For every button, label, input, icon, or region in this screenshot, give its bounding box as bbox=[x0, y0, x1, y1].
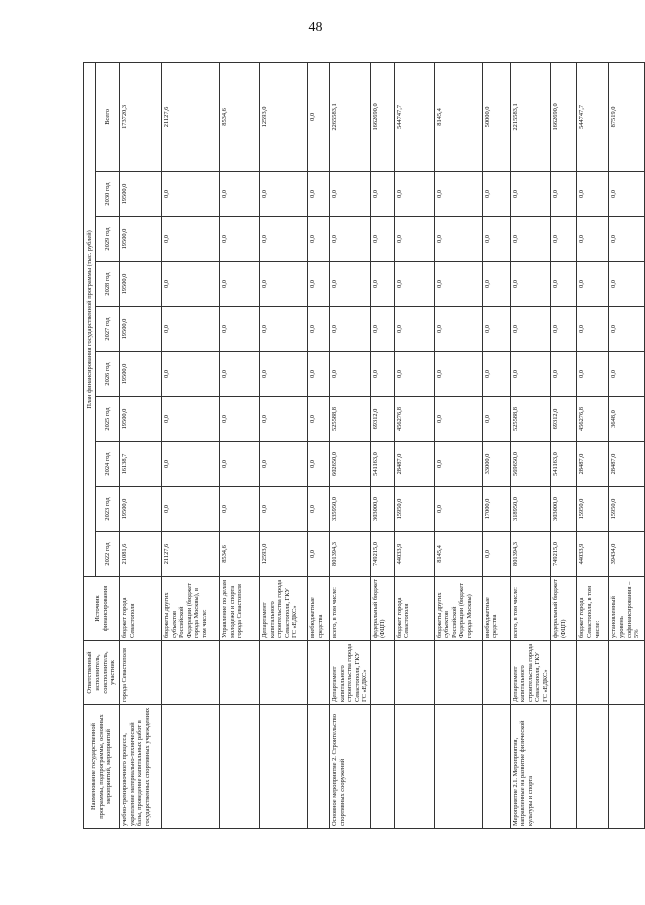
row-value: 0,0 bbox=[260, 217, 308, 262]
row-value: 0,0 bbox=[330, 172, 371, 217]
row-source: бюджет города Севастополя, в том числе: bbox=[577, 577, 609, 641]
row-value: 19500,0 bbox=[120, 307, 162, 352]
row-value: 749215,0 bbox=[370, 532, 394, 577]
row-value: 0,0 bbox=[482, 262, 510, 307]
row-value: 0,0 bbox=[260, 262, 308, 307]
row-total: 12593,0 bbox=[260, 62, 308, 171]
header-executor: Ответственный исполнитель, соисполнитель, участник bbox=[84, 641, 120, 705]
row-source: внебюджетные средства bbox=[482, 577, 510, 641]
row-source: бюджет города Севастополя bbox=[394, 577, 434, 641]
row-value: 17000,0 bbox=[482, 487, 510, 532]
row-value: 0,0 bbox=[308, 487, 330, 532]
row-value: 541163,0 bbox=[551, 442, 577, 487]
row-total: 2215583,1 bbox=[510, 62, 551, 171]
row-value: 801394,3 bbox=[330, 532, 371, 577]
row-total: 1662690,0 bbox=[370, 62, 394, 171]
row-value: 3648,0 bbox=[609, 397, 645, 442]
row-total: 173720,3 bbox=[120, 62, 162, 171]
row-name bbox=[482, 705, 510, 829]
row-value: 0,0 bbox=[220, 172, 260, 217]
row-name: Мероприятие 2.1. Мероприятия, направленные на развитие физической культуры и спорта bbox=[510, 705, 551, 829]
row-value: 0,0 bbox=[308, 352, 330, 397]
row-source: Управление по делам молодежи и спорта города Севастополя bbox=[220, 577, 260, 641]
row-total: 544747,7 bbox=[577, 62, 609, 171]
row-value: 33000,0 bbox=[482, 442, 510, 487]
row-value: 0,0 bbox=[434, 307, 482, 352]
row-value: 0,0 bbox=[308, 532, 330, 577]
row-value: 44033,9 bbox=[394, 532, 434, 577]
row-source: всего, в том числе: bbox=[330, 577, 371, 641]
header-name: Наименование государственной программы, подпрограммы, основных мероприятий, мероприятий bbox=[84, 705, 120, 829]
row-executor: Департамент капитального строительства города Севастополя, ГКУ ГС «ЕДКС» bbox=[510, 641, 551, 705]
row-executor bbox=[308, 641, 330, 705]
row-value: 0,0 bbox=[434, 397, 482, 442]
row-total: 8145,4 bbox=[434, 62, 482, 171]
row-executor bbox=[577, 641, 609, 705]
table-row bbox=[370, 62, 394, 828]
row-value: 303000,0 bbox=[551, 487, 577, 532]
row-source: федеральный бюджет (ФЦП) bbox=[370, 577, 394, 641]
table-row bbox=[434, 62, 482, 828]
row-value: 0,0 bbox=[330, 352, 371, 397]
row-value: 0,0 bbox=[482, 217, 510, 262]
row-total: 50000,0 bbox=[482, 62, 510, 171]
row-name: учебно-тренировочного процесса, укрепление материально-технической базы, проведение капитальных работ в государственных спортивных учреждениях bbox=[120, 705, 162, 829]
row-value: 525588,8 bbox=[330, 397, 371, 442]
row-value: 0,0 bbox=[370, 307, 394, 352]
row-value: 39434,0 bbox=[609, 532, 645, 577]
row-name bbox=[162, 705, 220, 829]
table-row bbox=[220, 62, 260, 828]
row-executor bbox=[551, 641, 577, 705]
row-source: Департамент капитального строительства города Севастополя, ГКУ ГС «ЕДКС» bbox=[260, 577, 308, 641]
row-value: 0,0 bbox=[510, 262, 551, 307]
row-total: 544747,7 bbox=[394, 62, 434, 171]
row-value: 21081,6 bbox=[120, 532, 162, 577]
header-year: 2023 год bbox=[96, 487, 120, 532]
row-name bbox=[370, 705, 394, 829]
header-year: 2028 год bbox=[96, 262, 120, 307]
row-executor: города Севастополя bbox=[120, 641, 162, 705]
row-value: 28487,0 bbox=[577, 442, 609, 487]
row-value: 0,0 bbox=[577, 352, 609, 397]
row-value: 0,0 bbox=[394, 262, 434, 307]
row-value: 19500,0 bbox=[120, 487, 162, 532]
row-value: 0,0 bbox=[370, 352, 394, 397]
table-row bbox=[510, 62, 551, 828]
row-value: 602650,0 bbox=[330, 442, 371, 487]
row-value: 0,0 bbox=[162, 172, 220, 217]
header-source: Источник финансирования bbox=[84, 577, 120, 641]
row-value: 0,0 bbox=[220, 262, 260, 307]
row-value: 0,0 bbox=[482, 172, 510, 217]
row-name bbox=[577, 705, 609, 829]
row-value: 0,0 bbox=[577, 262, 609, 307]
row-value: 44033,9 bbox=[577, 532, 609, 577]
row-value: 0,0 bbox=[260, 442, 308, 487]
row-value: 0,0 bbox=[220, 217, 260, 262]
header-year: 2025 год bbox=[96, 397, 120, 442]
row-value: 15950,0 bbox=[394, 487, 434, 532]
row-value: 456276,8 bbox=[577, 397, 609, 442]
row-name bbox=[551, 705, 577, 829]
header-year: 2029 год bbox=[96, 217, 120, 262]
row-value: 0,0 bbox=[260, 307, 308, 352]
row-executor: Департамент капитального строительства города Севастополя, ГКУ ГС «ЕДКС» bbox=[330, 641, 371, 705]
row-value: 318950,0 bbox=[510, 487, 551, 532]
row-value: 0,0 bbox=[260, 172, 308, 217]
row-source: всего, в том числе: bbox=[510, 577, 551, 641]
row-value: 0,0 bbox=[551, 352, 577, 397]
row-executor bbox=[162, 641, 220, 705]
row-value: 19500,0 bbox=[120, 172, 162, 217]
row-value: 0,0 bbox=[609, 307, 645, 352]
row-value: 19500,0 bbox=[120, 217, 162, 262]
row-value: 456276,8 bbox=[394, 397, 434, 442]
table-row bbox=[308, 62, 330, 828]
header-year: 2026 год bbox=[96, 352, 120, 397]
row-value: 335950,0 bbox=[330, 487, 371, 532]
row-total: 0,0 bbox=[308, 62, 330, 171]
page-number: 48 bbox=[308, 20, 323, 35]
table-row bbox=[394, 62, 434, 828]
row-value: 0,0 bbox=[162, 397, 220, 442]
row-value: 12593,0 bbox=[260, 532, 308, 577]
row-value: 0,0 bbox=[220, 442, 260, 487]
row-source: федеральный бюджет (ФЦП) bbox=[551, 577, 577, 641]
row-value: 525588,8 bbox=[510, 397, 551, 442]
row-value: 21127,6 bbox=[162, 532, 220, 577]
row-value: 8145,4 bbox=[434, 532, 482, 577]
row-value: 0,0 bbox=[551, 262, 577, 307]
row-value: 0,0 bbox=[609, 172, 645, 217]
table-row bbox=[482, 62, 510, 828]
row-value: 0,0 bbox=[330, 217, 371, 262]
table-row bbox=[609, 62, 645, 828]
row-value: 0,0 bbox=[394, 307, 434, 352]
row-source: бюджеты других субъектов Российской Федерации (бюджет города Москвы), в том числе: bbox=[162, 577, 220, 641]
row-total: 1662690,0 bbox=[551, 62, 577, 171]
row-value: 0,0 bbox=[370, 217, 394, 262]
header-year: 2030 год bbox=[96, 172, 120, 217]
table-row bbox=[577, 62, 609, 828]
row-value: 0,0 bbox=[482, 532, 510, 577]
row-value: 0,0 bbox=[609, 262, 645, 307]
row-value: 0,0 bbox=[434, 217, 482, 262]
row-value: 0,0 bbox=[434, 172, 482, 217]
header-year: Всего bbox=[96, 62, 120, 171]
row-value: 0,0 bbox=[394, 217, 434, 262]
row-value: 0,0 bbox=[551, 307, 577, 352]
row-total: 8534,6 bbox=[220, 62, 260, 171]
row-value: 0,0 bbox=[220, 352, 260, 397]
row-value: 801394,3 bbox=[510, 532, 551, 577]
row-value: 0,0 bbox=[220, 307, 260, 352]
row-value: 0,0 bbox=[577, 217, 609, 262]
row-value: 0,0 bbox=[330, 262, 371, 307]
row-executor bbox=[609, 641, 645, 705]
row-value: 28487,0 bbox=[394, 442, 434, 487]
row-value: 0,0 bbox=[162, 487, 220, 532]
row-source: установленный уровень софинансирования – 5% bbox=[609, 577, 645, 641]
row-executor bbox=[394, 641, 434, 705]
row-value: 0,0 bbox=[510, 352, 551, 397]
rotated-table-container bbox=[83, 63, 641, 829]
row-value: 0,0 bbox=[510, 307, 551, 352]
row-value: 0,0 bbox=[434, 352, 482, 397]
row-value: 0,0 bbox=[609, 217, 645, 262]
row-value: 0,0 bbox=[510, 217, 551, 262]
row-value: 69312,0 bbox=[370, 397, 394, 442]
row-executor bbox=[482, 641, 510, 705]
row-value: 0,0 bbox=[609, 352, 645, 397]
row-value: 0,0 bbox=[434, 487, 482, 532]
row-value: 15950,0 bbox=[577, 487, 609, 532]
row-value: 0,0 bbox=[482, 397, 510, 442]
row-value: 0,0 bbox=[260, 397, 308, 442]
row-value: 541163,0 bbox=[370, 442, 394, 487]
row-name: Основное мероприятие 2. Строительство спортивных сооружений bbox=[330, 705, 371, 829]
row-value: 0,0 bbox=[370, 262, 394, 307]
row-value: 0,0 bbox=[308, 172, 330, 217]
table-row bbox=[330, 62, 371, 828]
row-value: 0,0 bbox=[510, 172, 551, 217]
row-source: бюджеты других субъектов Российской Федерации (бюджет города Москвы) bbox=[434, 577, 482, 641]
row-value: 0,0 bbox=[308, 307, 330, 352]
row-name bbox=[434, 705, 482, 829]
row-value: 8534,6 bbox=[220, 532, 260, 577]
header-year: 2024 год bbox=[96, 442, 120, 487]
row-value: 19500,0 bbox=[120, 262, 162, 307]
row-value: 0,0 bbox=[394, 172, 434, 217]
row-executor bbox=[434, 641, 482, 705]
row-value: 19500,0 bbox=[120, 352, 162, 397]
row-value: 28487,0 bbox=[609, 442, 645, 487]
table-row bbox=[120, 62, 162, 828]
table-row bbox=[551, 62, 577, 828]
row-value: 0,0 bbox=[551, 172, 577, 217]
row-executor bbox=[370, 641, 394, 705]
row-value: 0,0 bbox=[308, 262, 330, 307]
row-value: 0,0 bbox=[394, 352, 434, 397]
header-plan-title: План финансирования государственной программы (тыс. рублей) bbox=[84, 62, 96, 576]
row-value: 0,0 bbox=[260, 487, 308, 532]
row-value: 0,0 bbox=[220, 397, 260, 442]
row-name bbox=[308, 705, 330, 829]
row-value: 0,0 bbox=[330, 307, 371, 352]
financing-table bbox=[83, 62, 645, 829]
row-value: 0,0 bbox=[482, 307, 510, 352]
row-value: 0,0 bbox=[162, 307, 220, 352]
row-value: 0,0 bbox=[434, 262, 482, 307]
row-name bbox=[260, 705, 308, 829]
row-total: 21127,6 bbox=[162, 62, 220, 171]
row-value: 0,0 bbox=[308, 397, 330, 442]
row-executor bbox=[220, 641, 260, 705]
row-total: 2265583,1 bbox=[330, 62, 371, 171]
row-value: 69312,0 bbox=[551, 397, 577, 442]
row-value: 0,0 bbox=[162, 217, 220, 262]
row-source: внебюджетные средства bbox=[308, 577, 330, 641]
row-name bbox=[394, 705, 434, 829]
row-value: 15950,0 bbox=[609, 487, 645, 532]
row-value: 0,0 bbox=[162, 262, 220, 307]
table-row bbox=[260, 62, 308, 828]
row-value: 0,0 bbox=[370, 172, 394, 217]
header-year: 2022 год bbox=[96, 532, 120, 577]
row-value: 0,0 bbox=[220, 487, 260, 532]
row-value: 0,0 bbox=[482, 352, 510, 397]
row-value: 0,0 bbox=[260, 352, 308, 397]
row-value: 0,0 bbox=[162, 442, 220, 487]
row-value: 303000,0 bbox=[370, 487, 394, 532]
header-year: 2027 год bbox=[96, 307, 120, 352]
row-value: 0,0 bbox=[577, 307, 609, 352]
row-value: 0,0 bbox=[434, 442, 482, 487]
row-value: 0,0 bbox=[308, 442, 330, 487]
row-value: 0,0 bbox=[162, 352, 220, 397]
row-name bbox=[220, 705, 260, 829]
row-value: 749215,0 bbox=[551, 532, 577, 577]
row-source: бюджет города Севастополя bbox=[120, 577, 162, 641]
row-value: 0,0 bbox=[308, 217, 330, 262]
row-value: 569650,0 bbox=[510, 442, 551, 487]
row-value: 0,0 bbox=[551, 217, 577, 262]
row-value: 0,0 bbox=[577, 172, 609, 217]
row-value: 19500,0 bbox=[120, 397, 162, 442]
row-name bbox=[609, 705, 645, 829]
row-executor bbox=[260, 641, 308, 705]
table-row bbox=[162, 62, 220, 828]
row-value: 16138,7 bbox=[120, 442, 162, 487]
row-total: 87519,0 bbox=[609, 62, 645, 171]
